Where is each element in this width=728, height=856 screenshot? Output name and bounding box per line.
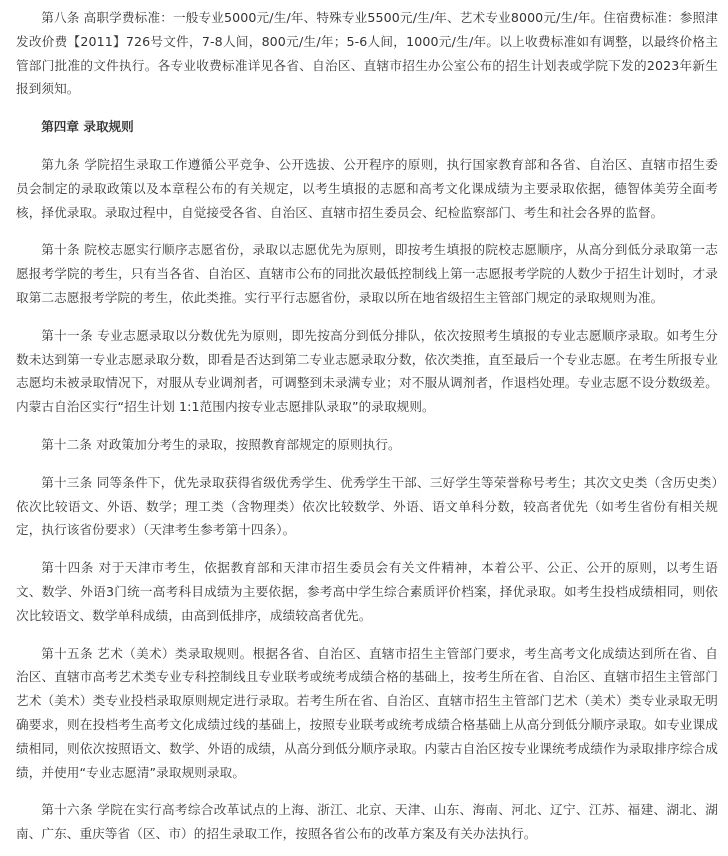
article-9-paragraph: 第九条 学院招生录取工作遵循公平竞争、公开选拔、公开程序的原则，执行国家教育部和各省、自治区、直辖市招生委员会制定的录取政策以及本章程公布的有关规定，以考生填报的志愿和高考文化课成绩为主要录取依据，德智体美劳全面考核，择优录取。录取过程中，自觉接受各省、自治区、直辖市招生委员会、纪检监察部门、考生和社会各界的监督。 xyxy=(16,156,718,220)
article-11-paragraph: 第十一条 专业志愿录取以分数优先为原则，即先按高分到低分排队，依次按照考生填报的专业志愿顺序录取。如考生分数未达到第一专业志愿录取分数，即看是否达到第二专业志愿录取分数，依次类推，直至最后一个专业志愿。在考生所报专业志愿均未被录取情况下，对服从专业调剂者，可调整到未录满专业；对不服从调剂者，作退档处理。专业志愿不设分数级差。内蒙古自治区实行“招生计划 1:1范围内按专业志愿排队录取”的录取规则。 xyxy=(16,327,718,415)
article-15-paragraph: 第十五条 艺术（美术）类录取规则。根据各省、自治区、直辖市招生主管部门要求，考生高考文化成绩达到所在省、自治区、直辖市高考艺术类专业专科控制线且专业联考或统考成绩合格的基础上，按考生所在省、自治区、直辖市招生主管部门艺术（美术）类专业投档录取原则规定进行录取。若考生所在省、自治区、直辖市招生主管部门艺术（美术）类专业录取无明确要求，则在投档考生高考文化成绩过线的基础上，按照专业联考或统考成绩合格基础上从高分到低分顺序录取。如专业课成绩相同，则依次按照语文、数学、外语的成绩，从高分到低分顺序录取。内蒙古自治区按专业课统考成绩作为录取排序综合成绩，并使用“专业志愿清”录取规则录取。 xyxy=(16,645,718,780)
article-10-paragraph: 第十条 院校志愿实行顺序志愿省份，录取以志愿优先为原则，即按考生填报的院校志愿顺序，从高分到低分录取第一志愿报考学院的考生，只有当各省、自治区、直辖市公布的同批次最低控制线上第一志愿报考学院的人数少于招生计划时，才录取第二志愿报考学院的考生，依此类推。实行平行志愿省份，录取以所在地省级招生主管部门规定的录取规则为准。 xyxy=(16,242,718,305)
article-8-paragraph: 第八条 高职学费标准：一般专业5000元/生/年、特殊专业5500元/生/年、艺术专业8000元/生/年。住宿费标准：参照津发改价费【2011】726号文件，7-8人间，800元/生/年；5-6人间，1000元/生/年。以上收费标准如有调整，以最终价格主管部门批准的文件执行。各专业收费标准详见各省、自治区、直辖市招生办公室公布的招生计划表或学院下发的2023年新生报到须知。 xyxy=(16,10,718,97)
article-14-paragraph: 第十四条 对于天津市考生，依据教育部和天津市招生委员会有关文件精神，本着公平、公正、公开的原则，以考生语文、数学、外语3门统一高考科目成绩为主要依据，参考高中学生综合素质评价档案，择优录取。如考生投档成绩相同，则依次比较语文、数学单科成绩，由高到低排序，成绩较高者优先。 xyxy=(16,560,718,623)
chapter-title: 第四章 录取规则 xyxy=(41,119,134,135)
article-13-paragraph: 第十三条 同等条件下，优先录取获得省级优秀学生、优秀学生干部、三好学生等荣誉称号考生；其次文史类（含历史类）依次比较语文、外语、数学；理工类（含物理类）依次比较数学、外语、语文单科分数，较高者优先（如考生省份有相关规定，执行该省份要求）（天津考生参考第十四条）。 xyxy=(16,474,718,538)
article-16-paragraph: 第十六条 学院在实行高考综合改革试点的上海、浙江、北京、天津、山东、海南、河北、辽宁、江苏、福建、湖北、湖南、广东、重庆等省（区、市）的招生录取工作，按照各省公布的改革方案及有关办法执行。 xyxy=(16,802,718,842)
article-12-paragraph: 第十二条 对政策加分考生的录取，按照教育部规定的原则执行。 xyxy=(41,436,401,452)
